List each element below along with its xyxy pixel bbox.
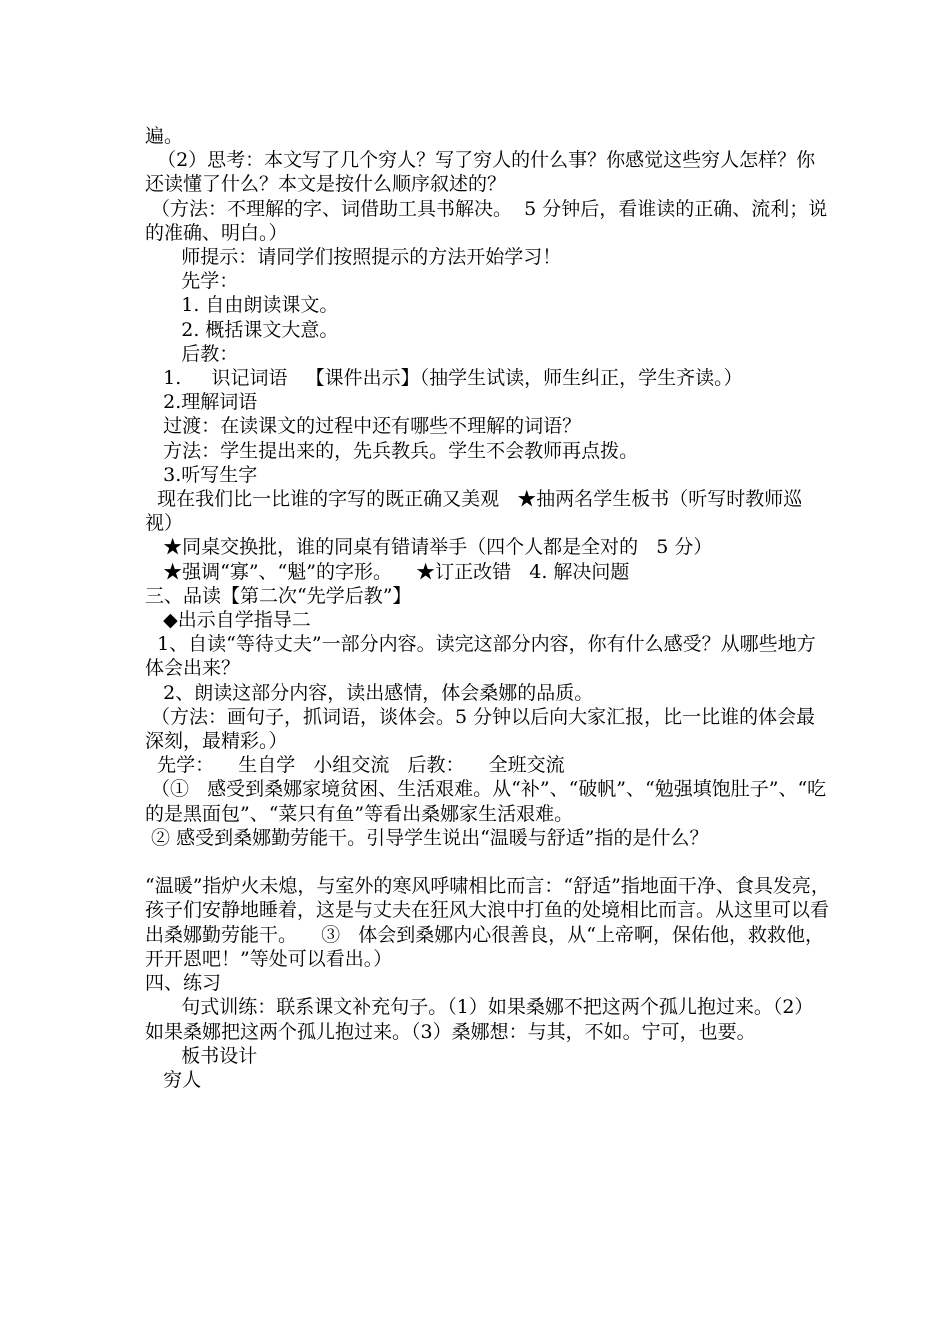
text-line: 过渡：在读课文的过程中还有哪些不理解的词语？ xyxy=(145,415,582,438)
text-line: （方法：画句子，抓词语，谈体会。5 分钟以后向大家汇报，比一比谁的体会最深刻，最精彩。） xyxy=(145,705,816,753)
text-line: 先学： 生自学 小组交流 后教： 全班交流 xyxy=(145,754,565,777)
text-line: （① 感受到桑娜家境贫困、生活艰难。从“补”、“破帆”、“勉强填饱肚子”、“吃的是黑面包”、“菜只有鱼”等看出桑娜家生活艰难。 xyxy=(145,778,827,825)
text-line: 1. 识记词语 【课件出示】（抽学生试读，师生纠正，学生齐读。） xyxy=(145,367,743,390)
text-line: 1、自读“等待丈夫”一部分内容。读完这部分内容，你有什么感受？从哪些地方体会出来？ xyxy=(145,633,816,680)
text-line: ② 感受到桑娜勤劳能干。引导学生说出“温暖与舒适”指的是什么？ xyxy=(145,826,709,849)
document-body xyxy=(145,124,830,1092)
text-line: 师提示：请同学们按照提示的方法开始学习！ xyxy=(145,246,562,269)
text-line: 后教： xyxy=(145,342,239,365)
section-heading: 三、品读【第二次“先学后教”】 xyxy=(145,584,412,607)
text-line: 板书设计 xyxy=(145,1044,258,1067)
text-line: 2. 概括课文大意。 xyxy=(145,318,339,341)
text-line: 穷人 xyxy=(145,1068,202,1091)
section-heading: 四、练习 xyxy=(145,972,222,995)
text-line: 2、朗读这部分内容，读出感情，体会桑娜的品质。 xyxy=(145,681,594,704)
text-line: ★强调“寡”、“魁”的字形。 ★订正改错 4. 解决问题 xyxy=(145,560,630,583)
text-line: （方法：不理解的字、词借助工具书解决。 5 分钟后，看谁读的正确、流利；说的准确、明白。） xyxy=(145,197,828,244)
text-line: （2）思考：本文写了几个穷人？写了穷人的什么事？你感觉这些穷人怎样？你还读懂了什么？本文是按什么顺序叙述的？ xyxy=(145,149,816,196)
text-line: 方法：学生提出来的，先兵教兵。学生不会教师再点拨。 xyxy=(145,439,639,462)
text-line: 先学： xyxy=(145,270,239,293)
text-line: 现在我们比一比谁的字写的既正确又美观 ★抽两名学生板书（听写时教师巡视） xyxy=(145,488,803,535)
blank-line xyxy=(145,850,830,874)
text-line: ◆出示自学指导二 xyxy=(145,609,311,632)
text-line: 1. 自由朗读课文。 xyxy=(145,294,339,317)
text-line: ★同桌交换批，谁的同桌有错请举手（四个人都是全对的 5 分） xyxy=(145,536,713,559)
text-line: 句式训练：联系课文补充句子。（1）如果桑娜不把这两个孤儿抱过来。（2）如果桑娜把这两个孤儿抱过来。（3）桑娜想：与其，不如。宁可，也要。 xyxy=(145,996,814,1043)
text-line: 遍。 xyxy=(145,125,184,147)
text-line: 3.听写生字 xyxy=(145,463,258,486)
text-line: “温暖”指炉火未熄，与室外的寒风呼啸相比而言：“舒适”指地面干净、食具发亮，孩子们安静地睡着，这是与丈夫在狂风大浪中打鱼的处境相比而言。从这里可以看出桑娜勤劳能干。 ③ 体会到桑娜内心很善良，从“上帝啊，保佑他，救救他，开开恩吧！”等处可以看出。） xyxy=(145,875,830,970)
text-line: 2.理解词语 xyxy=(145,391,258,414)
